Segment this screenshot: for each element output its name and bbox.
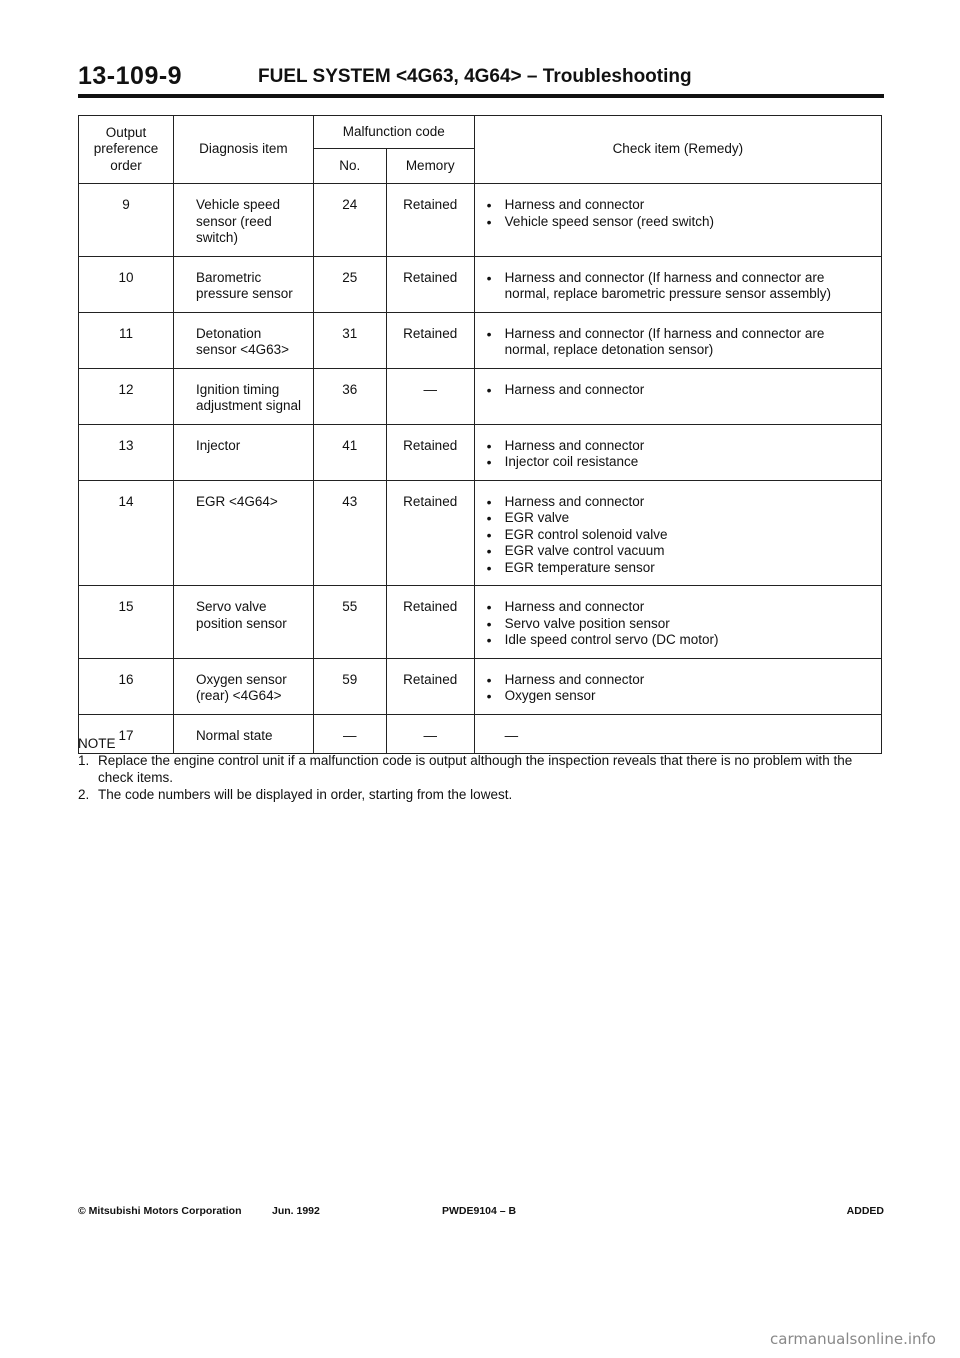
cell-check-items [474,658,881,714]
cell-check-items [474,586,881,659]
table-row [79,256,882,312]
check-item: • Harness and connector [483,197,873,214]
cell-order: 10 [79,256,174,312]
footer-date: Jun. 1992 [272,1205,320,1217]
check-item: • Servo valve position sensor [483,616,873,633]
cell-memory: Retained [386,480,474,586]
check-list [483,494,873,577]
header-diagnosis-item: Diagnosis item [173,116,313,184]
check-item: — [504,727,519,743]
note-item [78,786,884,803]
cell-diagnosis-item: Oxygen sensor (rear) <4G64> [173,658,313,714]
check-item: • EGR valve control vacuum [483,543,873,560]
check-item: • Harness and connector [483,438,873,455]
header-check-item: Check item (Remedy) [474,116,881,184]
header-malfunction-code: Malfunction code [313,116,474,149]
cell-memory: Retained [386,424,474,480]
check-item: • Idle speed control servo (DC motor) [483,632,873,649]
cell-check-items [474,424,881,480]
check-item: • EGR valve [483,510,873,527]
cell-memory: Retained [386,256,474,312]
note-number: 1. [78,753,90,768]
cell-memory: Retained [386,312,474,368]
check-item: • Harness and connector (If harness and connector are normal, replace barometric pressure sensor assembly) [483,270,873,303]
cell-memory: Retained [386,184,474,257]
check-item: • Harness and connector [483,672,873,689]
header-order: Output preference order [79,116,174,184]
check-list [483,672,873,705]
cell-memory: Retained [386,586,474,659]
watermark: carmanualsonline.info [770,1330,936,1348]
check-item: • Harness and connector (If harness and connector are normal, replace detonation sensor) [483,326,873,359]
cell-check-items [474,368,881,424]
cell-memory: — [386,368,474,424]
cell-code-number: — [313,714,386,754]
note-text: The code numbers will be displayed in order, starting from the lowest. [98,787,513,802]
cell-code-number: 25 [313,256,386,312]
cell-order: 17 [79,714,174,754]
check-item: • Harness and connector [483,599,873,616]
check-list [483,599,873,649]
cell-code-number: 43 [313,480,386,586]
cell-diagnosis-item: Vehicle speed sensor (reed switch) [173,184,313,257]
check-list [483,270,873,303]
footer-status: ADDED [846,1205,884,1217]
table-body [79,184,882,754]
check-list [483,438,873,471]
cell-diagnosis-item: Ignition timing adjustment signal [173,368,313,424]
cell-order: 14 [79,480,174,586]
table-row [79,368,882,424]
table-row [79,312,882,368]
page-number: 13-109-9 [78,62,183,90]
check-item: • Vehicle speed sensor (reed switch) [483,214,873,231]
cell-check-items [474,480,881,586]
footer-document-code: PWDE9104 – B [442,1205,517,1217]
cell-order: 12 [79,368,174,424]
cell-code-number: 24 [313,184,386,257]
note-section [78,735,884,803]
cell-code-number: 41 [313,424,386,480]
page-title: FUEL SYSTEM <4G63, 4G64> – Troubleshooting [258,66,692,87]
cell-diagnosis-item: Barometric pressure sensor [173,256,313,312]
cell-code-number: 36 [313,368,386,424]
table-row [79,480,882,586]
table-row [79,184,882,257]
check-item: • Harness and connector [483,494,873,511]
header-code-number: No. [313,149,386,184]
check-item: • EGR temperature sensor [483,560,873,577]
cell-check-items [474,184,881,257]
cell-order: 15 [79,586,174,659]
cell-check-items [474,256,881,312]
cell-order: 13 [79,424,174,480]
page-header [78,62,884,92]
table-row [79,658,882,714]
check-list [483,382,873,399]
cell-order: 16 [79,658,174,714]
troubleshooting-table [78,115,882,754]
cell-diagnosis-item: Servo valve position sensor [173,586,313,659]
header-memory: Memory [386,149,474,184]
table-row [79,424,882,480]
note-text: Replace the engine control unit if a malfunction code is output although the inspection reveals that there is no problem with the check items. [98,753,853,785]
cell-check-items [474,312,881,368]
cell-order: 9 [79,184,174,257]
cell-diagnosis-item: Injector [173,424,313,480]
note-list [78,752,884,803]
cell-code-number: 31 [313,312,386,368]
header-rule [78,94,884,98]
check-item: • Harness and connector [483,382,873,399]
cell-code-number: 55 [313,586,386,659]
note-item [78,752,884,786]
table-row [79,586,882,659]
check-item: • Injector coil resistance [483,454,873,471]
note-number: 2. [78,787,90,802]
footer-copyright: © Mitsubishi Motors Corporation [78,1205,242,1217]
check-item: • EGR control solenoid valve [483,527,873,544]
cell-diagnosis-item: Detonation sensor <4G63> [173,312,313,368]
cell-memory: Retained [386,658,474,714]
cell-memory: — [386,714,474,754]
check-list [483,326,873,359]
cell-diagnosis-item: Normal state [173,714,313,754]
check-item: • Oxygen sensor [483,688,873,705]
cell-diagnosis-item: EGR <4G64> [173,480,313,586]
note-title: NOTE [78,736,116,751]
cell-code-number: 59 [313,658,386,714]
check-list [483,197,873,230]
cell-order: 11 [79,312,174,368]
